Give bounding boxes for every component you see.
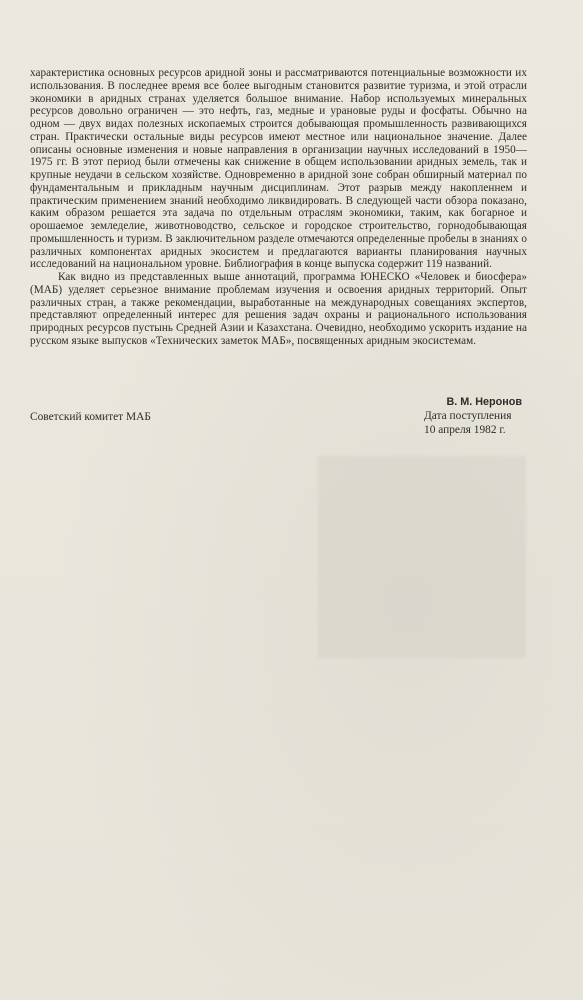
author-name: В. М. Неронов xyxy=(446,396,522,408)
paragraph-summary: характеристика основных ресурсов аридной зоны и рассматриваются потенциальные возможности их использования. В последнее время все более выгодным становится развитие туризма, и этой отрасли экономики в аридных странах уделяется большое внимание. Набор используемых минеральных ресурсов довольно ограничен — это нефть, газ, медные и урановые руды и фосфаты. Обычно на одном — двух видах полезных ископаемых строится добывающая промышленность развивающихся стран. Практически остальные виды ресурсов имеют местное или национальное значение. Далее описаны основные изменения и новые направления в организации научных исследований в 1950—1975 гг. В этот период были отмечены как снижение в общем использовании аридных земель, так и крупные неудачи в сельском хозяйстве. Одновременно в аридной зоне собран обширный материал по фундаментальным и прикладным научным дисциплинам. Этот разрыв между накопленнем и практическим применением знаний необходимо ликвидировать. В следующей части обзора показано, каким образом решается эта задача по отдельным отраслям экономики, таким, как богарное и орошаемое земледелие, животноводство, сельское и городское строительство, горнодобывающая промышленность и туризм. В заключительном разделе отмечаются определенные пробелы в знаниях о различных компонентах аридных экосистем и предлагаются варианты планирования научных исследований на национальном уровне. Библиография в конце выпуска содержит 119 названий. xyxy=(30,67,527,271)
received-label: Дата поступления xyxy=(424,410,512,423)
signature-block xyxy=(418,396,530,437)
bleed-through-shadow xyxy=(318,456,526,658)
article-body xyxy=(30,67,527,348)
received-date: 10 апреля 1982 г. xyxy=(424,423,506,436)
committee-affiliation: Советский комитет МАБ xyxy=(30,411,151,423)
paragraph-conclusion: Как видно из представленных выше аннотаций, программа ЮНЕСКО «Человек и биосфера» (МАБ) уделяет серьезное внимание проблемам изучения и освоения аридных территорий. Опыт различных стран, а также рекомендации, выработанные на международных совещаниях экспертов, представляют определенный интерес для решения задач охраны и рационального использования природных ресурсов пустынь Средней Азии и Казахстана. Очевидно, необходимо ускорить издание на русском языке выпусков «Технических заметок МАБ», посвященных аридным экосистемам. xyxy=(30,271,527,347)
